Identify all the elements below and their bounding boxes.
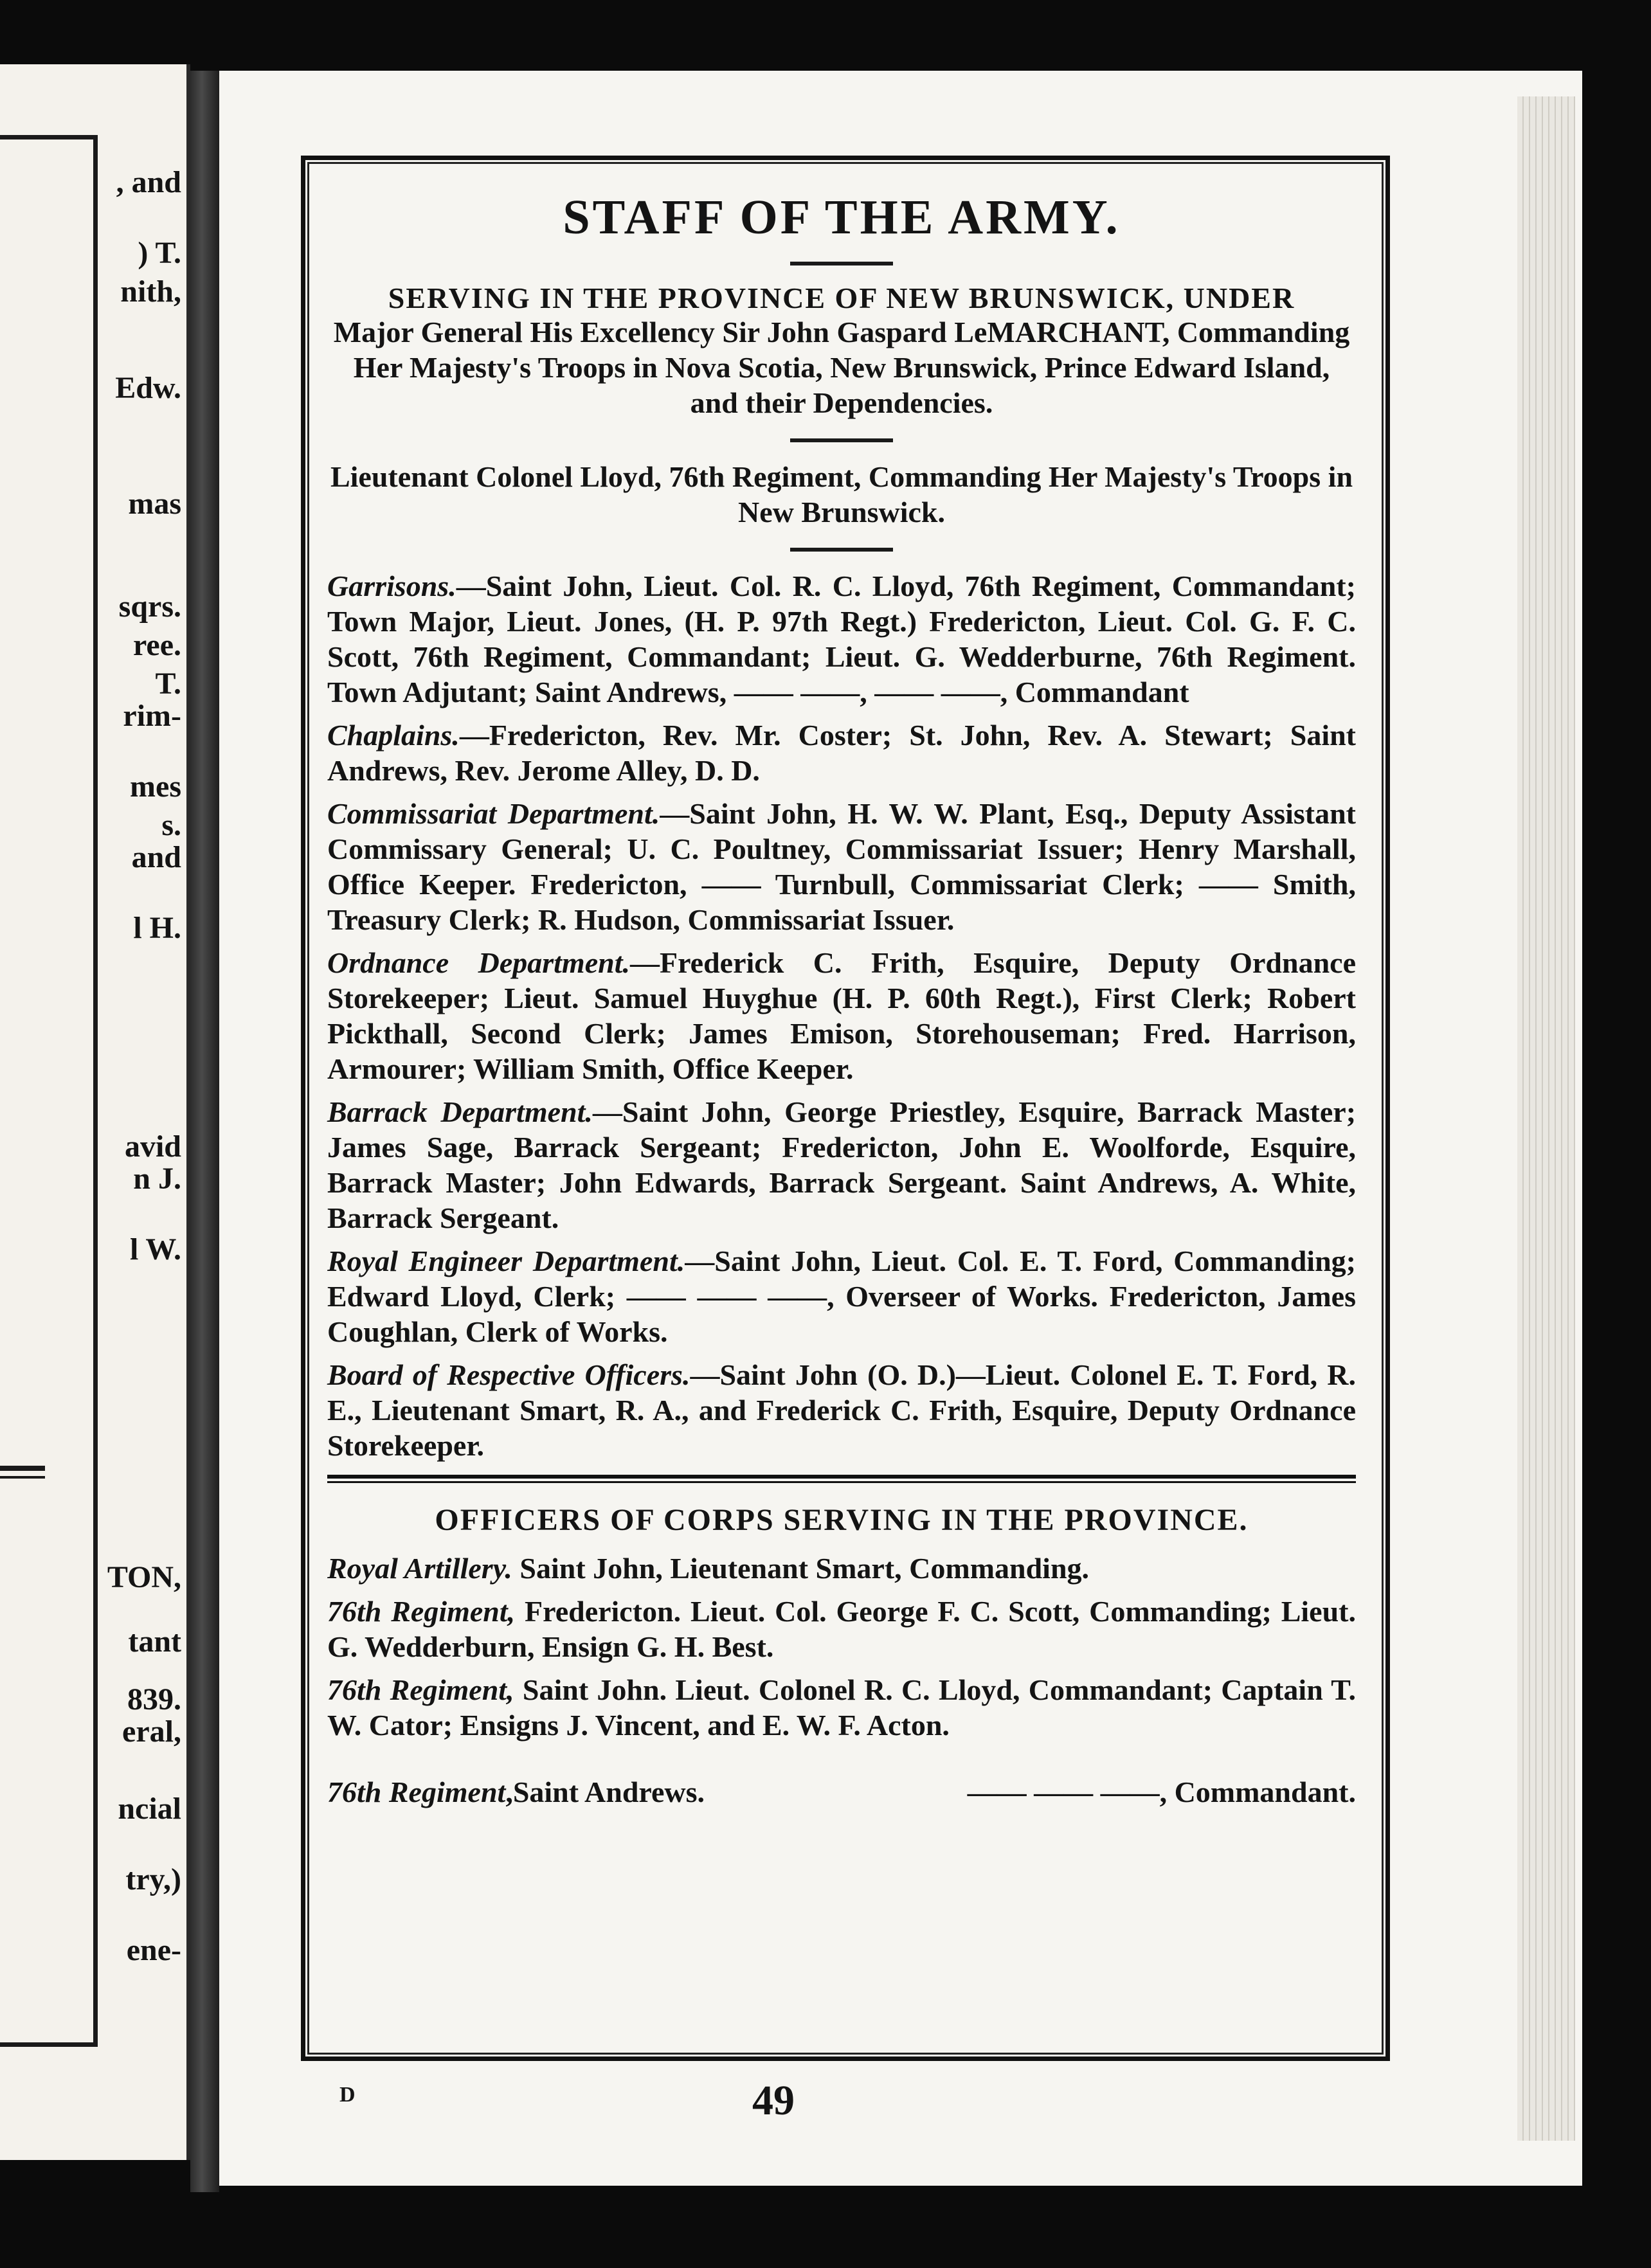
- entry: [327, 1551, 1356, 1586]
- facing-page-fragment: mes: [130, 770, 181, 804]
- facing-page-fragment: and: [131, 840, 181, 874]
- facing-page-fragment: , and: [116, 165, 181, 199]
- section-rule: [327, 1475, 1356, 1479]
- facing-page-fragment: nith,: [120, 274, 181, 309]
- facing-page-fragment: try,): [125, 1862, 181, 1896]
- facing-page-fragment: Edw.: [115, 371, 181, 405]
- entry-label: 76th Regiment,: [327, 1595, 516, 1628]
- entry-label: 76th Regiment,: [327, 1673, 514, 1707]
- entry-text: —Saint John, George Priestley, Esquire, Barrack Master; James Sage, Barrack Sergeant; Fredericton, John E. Woolforde, Esquire, Barrack Master; John Edwards, Barrack Sergeant. Saint Andrews, A. White, Barrack Sergeant.: [327, 1095, 1357, 1235]
- facing-page-fragment: sqrs.: [118, 590, 181, 624]
- serving-heading: SERVING IN THE PROVINCE OF NEW BRUNSWICK, UNDER: [388, 281, 1295, 314]
- facing-page-fragment: l H.: [133, 911, 181, 945]
- last-entry-label: 76th Regiment: [327, 1776, 506, 1809]
- entry: [327, 568, 1356, 710]
- entry: [327, 1594, 1356, 1664]
- entry: [327, 945, 1356, 1086]
- facing-page-fragment: rim-: [123, 699, 181, 733]
- entry-text: —Frederick C. Frith, Esquire, Deputy Ordnance Storekeeper; Lieut. Samuel Huyghue (H. P. 60th Regt.), First Clerk; Robert Pickthall, Second Clerk; James Emison, Storehouseman; Fred. Harrison, Armourer; William Smith, Office Keeper.: [327, 946, 1357, 1086]
- entry-label: Royal Engineer Department.: [327, 1245, 685, 1278]
- signature-mark: D: [339, 2083, 356, 2107]
- facing-page-fragment: T.: [155, 667, 181, 701]
- divider: [790, 548, 893, 552]
- facing-page-fragment: ) T.: [138, 236, 181, 270]
- entry: [327, 796, 1356, 937]
- facing-page-rule: [0, 1476, 45, 1479]
- entry-label: Barrack Department.: [327, 1095, 593, 1129]
- officers-entries: [327, 1551, 1356, 1743]
- entry-text: —Saint John, Lieut. Col. E. T. Ford, Commanding; Edward Lloyd, Clerk; —— —— ——, Overseer of Works. Fredericton, James Coughlan, Clerk of Works.: [327, 1245, 1356, 1349]
- divider: [790, 438, 893, 442]
- entry-text: Saint John, Lieutenant Smart, Commanding.: [512, 1552, 1090, 1585]
- entry-text: —Saint John (O. D.)—Lieut. Colonel E. T. Ford, R. E., Lieutenant Smart, R. A., and Frederick C. Frith, Esquire, Deputy Ordnance Storekeeper.: [327, 1358, 1356, 1462]
- entry: [327, 1672, 1356, 1743]
- officers-heading: OFFICERS OF CORPS SERVING IN THE PROVINCE.: [435, 1503, 1249, 1538]
- entry-text: Saint John. Lieut. Colonel R. C. Lloyd, Commandant; Captain T. W. Cator; Ensigns J. Vincent, and E. W. F. Acton.: [327, 1673, 1357, 1742]
- page-edges: [1517, 96, 1575, 2141]
- facing-page-fragment: ene-: [126, 1933, 181, 1967]
- last-entry: [327, 1775, 1356, 1809]
- entry-text: —Fredericton, Rev. Mr. Coster; St. John, Rev. A. Stewart; Saint Andrews, Rev. Jerome Alley, D. D.: [327, 719, 1356, 788]
- facing-page-fragment: s.: [161, 808, 181, 842]
- entry: [327, 1357, 1356, 1463]
- page-frame: [301, 156, 1390, 2061]
- entry-label: Garrisons.: [327, 570, 456, 603]
- facing-page: [0, 64, 190, 2160]
- entry: [327, 1094, 1356, 1236]
- facing-page-fragment: tant: [128, 1625, 181, 1659]
- page-title: STAFF OF THE ARMY.: [563, 190, 1121, 244]
- entry-text: —Saint John, Lieut. Col. R. C. Lloyd, 76th Regiment, Commandant; Town Major, Lieut. Jones, (H. P. 97th Regt.) Fredericton, Lieut. Col. G. F. C. Scott, 76th Regiment, Commandant; Lieut. G. Wedderburne, 76th Regiment. Town Adjutant; Saint Andrews, —— ——, —— ——, Commandant: [327, 570, 1356, 709]
- entry: [327, 717, 1356, 788]
- divider: [790, 262, 893, 266]
- entry-label: Chaplains.: [327, 719, 460, 752]
- staff-entries: [327, 568, 1356, 1463]
- book-gutter: [190, 71, 219, 2192]
- lloyd-paragraph: Lieutenant Colonel Lloyd, 76th Regiment, Commanding Her Majesty's Troops in New Brunswick.: [330, 460, 1353, 529]
- facing-page-frame: [0, 135, 98, 2047]
- entry: [327, 1243, 1356, 1349]
- entry-text: —Saint John, H. W. W. Plant, Esq., Deputy Assistant Commissary General; U. C. Poultney, Commissariat Issuer; Henry Marshall, Office Keeper. Fredericton, —— Turnbull, Commissariat Clerk; —— Smith, Treasury Clerk; R. Hudson, Commissariat Issuer.: [327, 797, 1357, 937]
- last-entry-role: —— —— ——, Commandant.: [967, 1776, 1356, 1809]
- page-number: 49: [752, 2077, 795, 2124]
- facing-page-fragment: TON,: [107, 1560, 181, 1594]
- facing-page-fragment: n J.: [133, 1162, 181, 1196]
- facing-page-rule: [0, 1466, 45, 1471]
- page-content: [327, 192, 1356, 2037]
- section-rule-thin: [327, 1481, 1356, 1483]
- facing-page-fragment: ncial: [118, 1792, 181, 1826]
- entry-label: Commissariat Department.: [327, 797, 660, 831]
- entry-label: Royal Artillery.: [327, 1552, 512, 1585]
- facing-page-fragment: eral,: [122, 1715, 181, 1749]
- serving-body: Major General His Excellency Sir John Gaspard LeMARCHANT, Commanding Her Majesty's Troops in Nova Scotia, New Brunswick, Prince Edward Island, and their Dependencies.: [333, 316, 1350, 420]
- facing-page-fragment: ree.: [132, 628, 181, 662]
- entry-label: Ordnance Department.: [327, 946, 630, 980]
- facing-page-fragment: l W.: [129, 1232, 181, 1266]
- entry-label: Board of Respective Officers.: [327, 1358, 690, 1392]
- facing-page-fragment: 839.: [127, 1682, 181, 1716]
- entry-text: Fredericton. Lieut. Col. George F. C. Scott, Commanding; Lieut. G. Wedderburn, Ensign G. H. Best.: [327, 1595, 1356, 1664]
- last-entry-place: ,Saint Andrews.: [505, 1776, 705, 1809]
- facing-page-fragment: avid: [124, 1130, 181, 1164]
- facing-page-fragment: mas: [128, 487, 181, 521]
